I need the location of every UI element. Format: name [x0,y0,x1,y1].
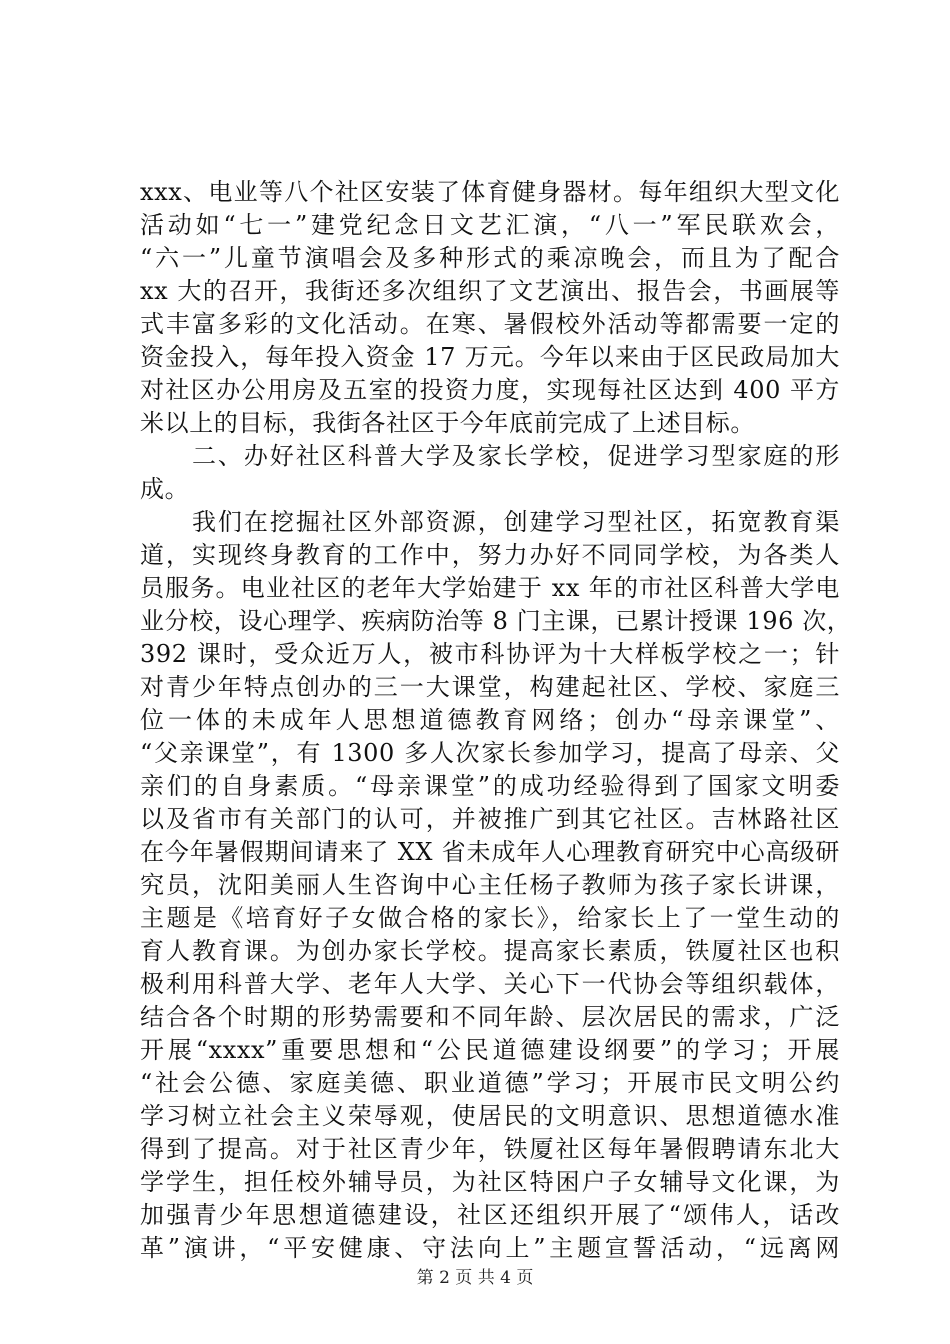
text-line: 极利用科普大学、老年人大学、关心下一代协会等组织载体， [140,970,840,998]
page-footer [0,1266,950,1290]
section-heading-line: 成。 [140,475,190,503]
text-line: “六一”儿童节演唱会及多种形式的乘凉晚会，而且为了配合 [140,244,840,272]
text-line: 主题是《培育好子女做合格的家长》，给家长上了一堂生动的 [140,904,840,932]
text-line: 亲们的自身素质。“母亲课堂”的成功经验得到了国家文明委 [140,772,840,800]
text-line: 究员，沈阳美丽人生咨询中心主任杨子教师为孩子家长讲课， [140,871,840,899]
text-line: xx 大的召开，我街还多次组织了文艺演出、报告会，书画展等 [140,277,840,305]
text-line: 道，实现终身教育的工作中，努力办好不同同学校，为各类人 [140,541,840,569]
text-line: 员服务。电业社区的老年大学始建于 xx 年的市社区科普大学电 [140,574,840,602]
text-line: 位一体的未成年人思想道德教育网络；创办“母亲课堂”、 [140,706,840,734]
text-line: 得到了提高。对于社区青少年，铁厦社区每年暑假聘请东北大 [140,1135,840,1163]
text-line: 式丰富多彩的文化活动。在寒、暑假校外活动等都需要一定的 [140,310,840,338]
body-text [140,176,852,1265]
text-line: 加强青少年思想道德建设，社区还组织开展了“颂伟人，话改 [140,1201,840,1229]
text-line: 学习树立社会主义荣辱观，使居民的文明意识、思想道德水准 [140,1102,840,1130]
text-line: 对青少年特点创办的三一大课堂，构建起社区、学校、家庭三 [140,673,840,701]
text-line: xxx、电业等八个社区安装了体育健身器材。每年组织大型文化 [140,178,840,206]
text-line: 对社区办公用房及五室的投资力度，实现每社区达到 400 平方 [140,376,840,404]
text-line: 资金投入，每年投入资金 17 万元。今年以来由于区民政局加大 [140,343,840,371]
text-line: 学学生，担任校外辅导员，为社区特困户子女辅导文化课，为 [140,1168,840,1196]
text-line: 在今年暑假期间请来了 XX 省未成年人心理教育研究中心高级研 [140,838,840,866]
text-line: 392 课时，受众近万人，被市科协评为十大样板学校之一；针 [140,640,840,668]
text-line: 我们在挖掘社区外部资源，创建学习型社区，拓宽教育渠 [140,508,840,536]
text-line: 活动如“七一”建党纪念日文艺汇演，“八一”军民联欢会， [140,211,840,239]
text-line: 革”演讲，“平安健康、守法向上”主题宣誓活动，“远离网 [140,1234,840,1262]
text-line: 以及省市有关部门的认可，并被推广到其它社区。吉林路社区 [140,805,840,833]
text-line: 米以上的目标，我街各社区于今年底前完成了上述目标。 [140,409,755,437]
text-line: 开展“xxxx”重要思想和“公民道德建设纲要”的学习；开展 [140,1036,840,1064]
text-line: 结合各个时期的形势需要和不同年龄、层次居民的需求，广泛 [140,1003,840,1031]
text-line: “社会公德、家庭美德、职业道德”学习；开展市民文明公约 [140,1069,840,1097]
text-line: 业分校，设心理学、疾病防治等 8 门主课，已累计授课 196 次， [140,607,852,635]
section-heading-line: 二、办好社区科普大学及家长学校，促进学习型家庭的形 [140,442,840,470]
page-number-label: 第 2 页 共 4 页 [416,1268,534,1288]
text-line: 育人教育课。为创办家长学校。提高家长素质，铁厦社区也积 [140,937,840,965]
text-line: “父亲课堂”，有 1300 多人次家长参加学习，提高了母亲、父 [140,739,840,767]
